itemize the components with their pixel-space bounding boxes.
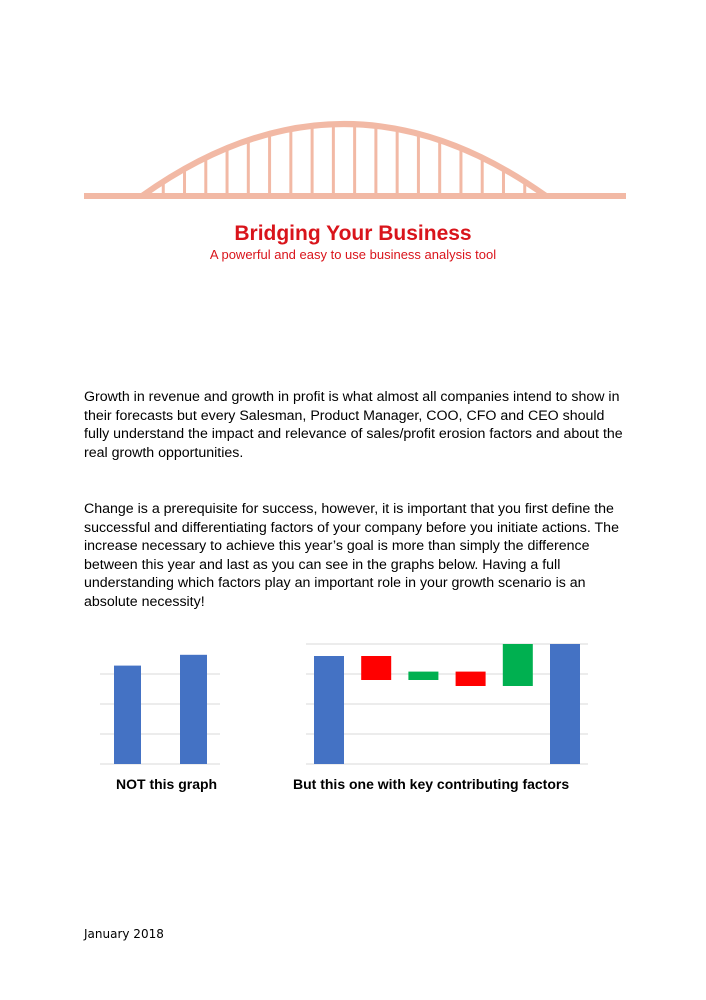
- increase-bar: [408, 672, 438, 680]
- paragraph-growth: Growth in revenue and growth in profit is what almost all companies intend to show in their forecasts but every Salesman, Product Manager, COO, CFO and CEO should fully understand the impact and relevance of sales/profit erosion factors and about the real growth opportunities.: [84, 389, 623, 461]
- footer-date: January 2018: [84, 927, 164, 941]
- bridge-arch: [142, 124, 546, 196]
- decrease-bar: [361, 656, 391, 680]
- caption-simple-chart: NOT this graph: [116, 776, 218, 792]
- caption-waterfall-chart: But this one with key contributing factors: [293, 776, 570, 792]
- bar: [180, 655, 207, 764]
- total-bar: [314, 656, 344, 764]
- increase-bar: [503, 644, 533, 686]
- bridge-icon: [84, 118, 626, 202]
- total-bar: [550, 644, 580, 764]
- simple-bar-chart: [100, 640, 220, 768]
- page-title: Bridging Your Business: [234, 222, 472, 245]
- paragraph-change: Change is a prerequisite for success, however, it is important that you first define the successful and differentiating factors of your company before you initiate actions. The increase necessary to achieve this year’s goal is more than simply the difference between this year and last as you can see in the graphs below. Having a full understanding which factors play an important role in your growth scenario is an absolute necessity!: [84, 501, 619, 610]
- page-subtitle: A powerful and easy to use business analysis tool: [209, 247, 497, 262]
- bar: [114, 666, 141, 764]
- waterfall-chart: [306, 636, 588, 768]
- decrease-bar: [456, 672, 486, 686]
